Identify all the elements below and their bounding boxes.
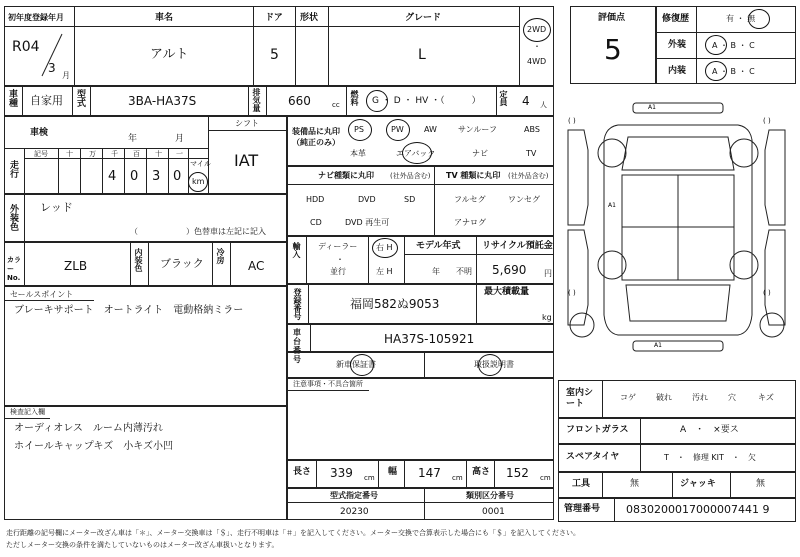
- height-label: 高さ: [472, 467, 491, 477]
- fuel-label: 燃料: [350, 90, 359, 106]
- sheet-hole: 穴: [728, 393, 736, 402]
- door-count: 5: [270, 47, 279, 63]
- diagram-a1-bottom: A1: [654, 342, 662, 349]
- diagram-bracket-tr: ( ): [763, 117, 771, 125]
- tv-label: TV 種類に丸印: [446, 171, 501, 180]
- drive-2wd: 2WD: [527, 25, 547, 34]
- nav-hdd: HDD: [306, 195, 325, 204]
- designation-value: 20230: [340, 507, 369, 517]
- notes-label: 注意事項・不具合箇所: [293, 380, 363, 388]
- color-no-value: ZLB: [64, 259, 88, 273]
- equip-leather: 本革: [350, 149, 366, 158]
- equip-airbag: エアバック: [396, 149, 436, 158]
- equip-tv: TV: [526, 149, 537, 158]
- equip-sunroof: サンルーフ: [458, 125, 497, 134]
- model-year-unit: 年: [432, 267, 440, 276]
- mile-unit: マイル: [190, 160, 211, 168]
- windshield-label: フロントガラス: [566, 425, 629, 435]
- unit-10: 十: [66, 150, 73, 158]
- inspector-line-2: ホイールキャップキズ 小キズ小凹: [14, 441, 173, 452]
- max-load-unit: kg: [542, 313, 552, 322]
- chassis-value: HA37S-105921: [384, 332, 475, 346]
- equip-aw: AW: [424, 125, 437, 134]
- shift-label: シフト: [235, 119, 259, 128]
- spare-tire-label: スペアタイヤ: [566, 452, 620, 462]
- class-value: 0001: [482, 507, 505, 517]
- km-unit: km: [192, 177, 205, 186]
- registration-label: 登録番号: [293, 288, 302, 320]
- nav-label: ナビ種類に丸印: [318, 171, 374, 180]
- sales-point-text: ブレーキサポート オートライト 電動格納ミラー: [14, 305, 244, 316]
- windshield-value: A ・ ×要ス: [680, 425, 739, 435]
- model-year-label: モデル年式: [416, 241, 461, 251]
- car-name: アルト: [150, 47, 189, 62]
- recycle-unit: 円: [544, 269, 552, 278]
- import-dot: ・: [336, 255, 344, 264]
- equip-pw: PW: [391, 125, 404, 134]
- tools-label: 工具: [572, 479, 591, 489]
- color-no-label: カラーNo.: [7, 256, 21, 282]
- tools-value: 無: [630, 479, 640, 489]
- interior-color-label: 内装色: [134, 248, 143, 272]
- import-parallel: 並行: [330, 267, 346, 276]
- ext-grade-value: A ・ B ・ C: [712, 41, 755, 50]
- nav-dvd: DVD: [358, 195, 376, 204]
- spare-tire-value: T ・ 修理 KIT ・ 欠: [664, 453, 756, 462]
- import-dealer: ディーラー: [318, 242, 358, 251]
- tv-oneseg: ワンセグ: [508, 195, 540, 204]
- height-value: 152: [506, 466, 529, 480]
- score-value: 5: [604, 33, 622, 66]
- unit-100: 百: [133, 150, 140, 158]
- mgmt-value: 0830200017000007441 9: [626, 503, 770, 516]
- color-row: [4, 242, 287, 286]
- nav-sd: SD: [404, 195, 416, 204]
- model-label: 型式: [75, 89, 85, 107]
- car-name-label: 車名: [155, 13, 174, 23]
- exterior-value: レッド: [40, 201, 73, 214]
- category-value: 自家用: [30, 94, 63, 107]
- unit-1: 一: [176, 150, 183, 158]
- footer-line-2: ただしメーター交換の条件を満たしていないものはメーター改ざん車扱いとなります。: [6, 541, 279, 549]
- capacity-label: 定員: [499, 90, 508, 106]
- fuel-options: G ・ D ・ HV ・（ ）: [372, 96, 481, 106]
- mileage-digit-1: 4: [108, 169, 117, 184]
- repair-value: 有 ・ 無: [726, 14, 756, 23]
- tv-fullseg: フルセグ: [454, 195, 486, 204]
- int-grade-value: A ・ B ・ C: [712, 67, 755, 76]
- sales-point-block: [4, 286, 287, 406]
- steering-right: 右 H: [376, 243, 393, 252]
- equip-ps: PS: [354, 125, 364, 134]
- mileage-digit-4: 0: [173, 169, 182, 184]
- repair-label: 修復歴: [662, 14, 690, 24]
- length-unit: cm: [364, 474, 375, 482]
- unit-1000: 千: [111, 150, 118, 158]
- inspection-year: 年: [128, 134, 138, 144]
- recycle-label: リサイクル預託金: [482, 241, 553, 251]
- diagram-bracket-bl: ( ): [568, 289, 576, 297]
- steering-left: 左 H: [376, 267, 393, 276]
- recycle-value: 5,690: [492, 263, 527, 277]
- width-unit: cm: [452, 474, 463, 482]
- cc-unit: cc: [332, 101, 340, 109]
- drive-dot: ・: [533, 42, 541, 51]
- chassis-label: 車台番号: [293, 328, 301, 364]
- inspector-label: 検査記入欄: [10, 408, 45, 416]
- car-damage-diagram: [558, 95, 795, 375]
- persons-unit: 人: [540, 101, 547, 109]
- interior-color-value: ブラック: [160, 257, 204, 270]
- class-label: 類別区分番号: [466, 491, 514, 500]
- nav-note: (社外品含む): [390, 172, 431, 180]
- jack-value: 無: [756, 479, 766, 489]
- sales-point-label: セールスポイント: [10, 290, 74, 299]
- first-reg-month: 3: [48, 61, 56, 75]
- mileage-digit-2: 0: [130, 169, 139, 184]
- int-grade-label: 内装: [668, 66, 687, 76]
- category-label: 車種: [7, 89, 17, 107]
- model-value: 3BA-HA37S: [128, 94, 197, 108]
- shift-value: IAT: [234, 151, 259, 170]
- sheet-dirt: 汚れ: [692, 393, 708, 402]
- equipment-label: 装備品に丸印（純正のみ）: [292, 127, 340, 147]
- equip-abs: ABS: [524, 125, 540, 134]
- jack-label: ジャッキ: [680, 479, 716, 489]
- score-label: 評価点: [598, 13, 626, 23]
- shape-label: 形状: [300, 13, 319, 23]
- unit-10000: 万: [89, 150, 96, 158]
- grade-value: L: [418, 47, 426, 63]
- exterior-label: 外装色: [8, 204, 18, 231]
- equip-navi: ナビ: [472, 149, 488, 158]
- sheet-scratch: キズ: [758, 393, 774, 402]
- color-change-note: （ ）色替車は左記に記入: [130, 227, 266, 236]
- unit-symbol: 記号: [34, 150, 48, 158]
- month-unit: 月: [62, 71, 70, 80]
- owners-manual: 取扱説明書: [474, 360, 514, 369]
- mgmt-label: 管理番号: [564, 504, 601, 514]
- door-label: ドア: [265, 13, 283, 23]
- diagram-a1-left: A1: [608, 202, 616, 209]
- inspection-month: 月: [175, 134, 185, 144]
- new-car-warranty: 新車保証書: [336, 360, 376, 369]
- designation-label: 型式指定番号: [330, 491, 378, 500]
- nav-cd: CD: [310, 218, 322, 227]
- mileage-label: 走行: [8, 160, 18, 178]
- inspection-label: 車検: [30, 128, 49, 138]
- inspector-line-1: オーディオレス ルーム内薄汚れ: [14, 423, 163, 434]
- tv-note: (社外品含む): [508, 172, 549, 180]
- capacity-value: 4: [522, 94, 530, 108]
- registration-value: 福岡582ぬ9053: [350, 297, 440, 311]
- model-year-unknown: 不明: [456, 267, 472, 276]
- drive-4wd: 4WD: [527, 57, 547, 66]
- interior-sheet-label: 室内シート: [566, 388, 594, 409]
- ext-grade-label: 外装: [668, 40, 687, 50]
- width-label: 幅: [388, 467, 398, 477]
- length-value: 339: [330, 466, 353, 480]
- length-label: 長さ: [293, 467, 312, 477]
- diagram-bracket-br: ( ): [763, 289, 771, 297]
- first-reg-era: R04: [12, 39, 40, 55]
- width-value: 147: [418, 466, 441, 480]
- tv-analog: アナログ: [454, 218, 486, 227]
- grade-label: グレード: [405, 13, 442, 23]
- import-label: 輸入: [292, 242, 301, 258]
- ac-value: AC: [248, 259, 265, 273]
- sheet-tear: 破れ: [656, 393, 672, 402]
- ac-label: 冷房: [216, 248, 225, 264]
- mileage-digit-3: 3: [152, 169, 161, 184]
- diagram-a1-top: A1: [648, 104, 656, 111]
- sheet-burn: コゲ: [620, 393, 636, 402]
- unit-10b: 十: [155, 150, 162, 158]
- displacement-label: 排気量: [252, 88, 261, 112]
- nav-dvd-play: DVD 再生可: [345, 218, 390, 227]
- footer-line-1: 走行距離の記号欄にメーター改ざん車は「＊」、メーター交換車は「＄」、走行不明車は「＃」を記入してください。メーター交換で合算表示した場合にも「＄」を記入してください。: [6, 529, 580, 537]
- displacement-value: 660: [288, 94, 311, 108]
- first-reg-label: 初年度登録年月: [8, 13, 64, 22]
- height-unit: cm: [540, 474, 551, 482]
- diagram-bracket-tl: ( ): [568, 117, 576, 125]
- max-load-label: 最大積載量: [484, 287, 530, 297]
